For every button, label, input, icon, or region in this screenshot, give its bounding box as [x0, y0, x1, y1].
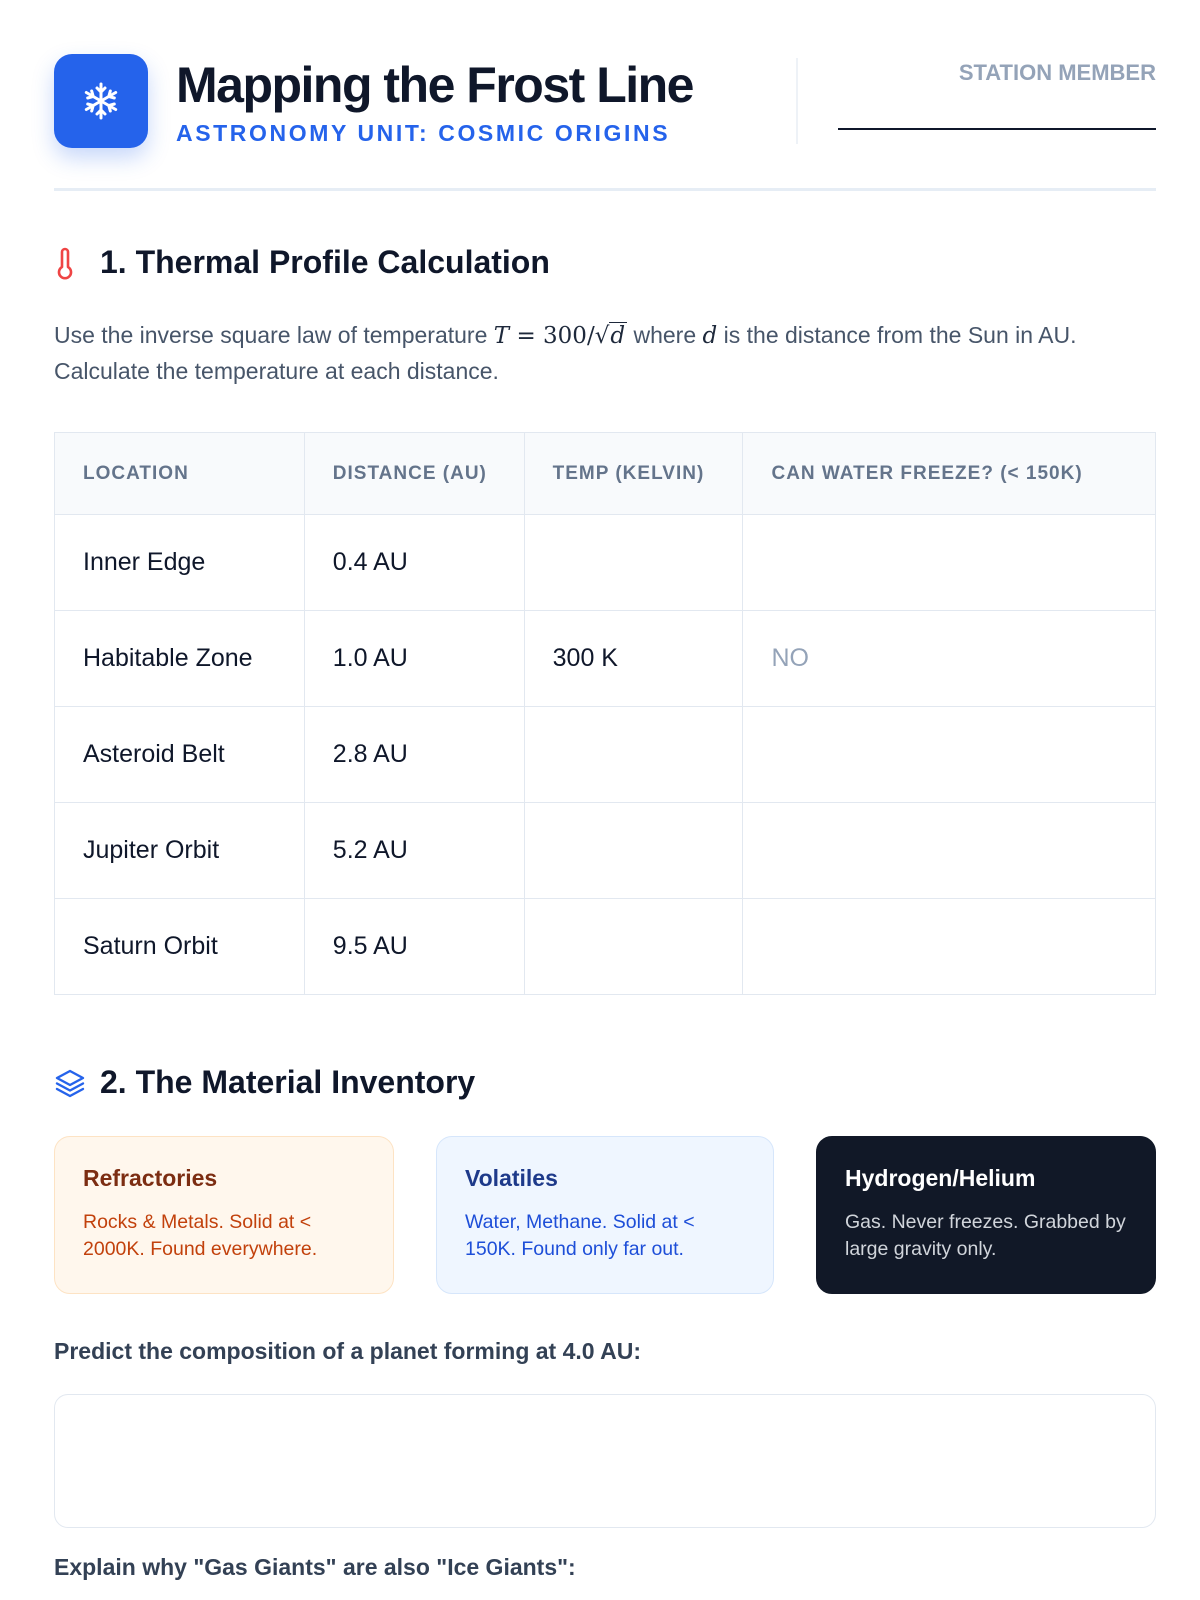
header-rule	[54, 188, 1156, 191]
intro-variable: d	[702, 323, 718, 349]
distance-cell: 0.4 AU	[304, 515, 524, 611]
gas-giants-prompt: Explain why "Gas Giants" are also "Ice Giants":	[54, 1554, 576, 1580]
column-header-freeze: CAN WATER FREEZE? (< 150K)	[743, 433, 1156, 515]
header-divider	[796, 58, 798, 144]
location-cell: Inner Edge	[55, 515, 305, 611]
thermal-profile-table	[54, 432, 1156, 995]
snowflake-icon	[54, 54, 148, 148]
freeze-value-cell: NO	[743, 611, 1156, 707]
section-1-instructions	[54, 318, 1156, 389]
table-row	[55, 707, 1156, 803]
intro-text-after: is the distance from the Sun in AU. Calculate the temperature at each distance.	[54, 322, 1077, 384]
intro-text-middle: where	[633, 322, 697, 348]
location-cell: Asteroid Belt	[55, 707, 305, 803]
freeze-input-cell[interactable]	[743, 899, 1156, 995]
column-header-temp: TEMP (KELVIN)	[524, 433, 743, 515]
station-member-field[interactable]	[838, 128, 1156, 130]
composition-prompt: Predict the composition of a planet forming at 4.0 AU:	[54, 1338, 641, 1364]
volatiles-card	[436, 1136, 774, 1294]
refractories-card	[54, 1136, 394, 1294]
section-1-heading	[54, 244, 550, 281]
worksheet-page	[54, 0, 1156, 1600]
page-title: Mapping the Frost Line	[176, 57, 693, 113]
formula-equals: =	[516, 323, 536, 349]
layers-icon	[54, 1065, 88, 1101]
section-2-heading	[54, 1064, 475, 1101]
card-title: Refractories	[83, 1165, 218, 1191]
card-title: Hydrogen/Helium	[845, 1165, 1036, 1191]
table-row	[55, 515, 1156, 611]
location-cell: Jupiter Orbit	[55, 803, 305, 899]
card-text: Water, Methane. Solid at < 150K. Found only far out.	[465, 1211, 695, 1260]
temp-input-cell[interactable]	[524, 515, 743, 611]
hydrogen-helium-card	[816, 1136, 1156, 1294]
sqrt-sign: √	[594, 323, 610, 349]
card-title: Volatiles	[465, 1165, 558, 1191]
temperature-formula	[494, 323, 627, 349]
table-row	[55, 611, 1156, 707]
card-text: Gas. Never freezes. Grabbed by large gravity only.	[845, 1211, 1126, 1260]
intro-text-before: Use the inverse square law of temperature	[54, 322, 488, 348]
formula-lhs: T	[493, 323, 510, 349]
section-1-title: 1. Thermal Profile Calculation	[100, 244, 550, 280]
page-subtitle: ASTRONOMY UNIT: COSMIC ORIGINS	[176, 120, 671, 146]
temp-input-cell[interactable]	[524, 707, 743, 803]
station-member-label: STATION MEMBER	[958, 60, 1156, 85]
composition-answer-box[interactable]	[54, 1394, 1156, 1528]
distance-cell: 1.0 AU	[304, 611, 524, 707]
section-2-title: 2. The Material Inventory	[100, 1064, 476, 1100]
distance-cell: 2.8 AU	[304, 707, 524, 803]
column-header-location: LOCATION	[55, 433, 305, 515]
table-row	[55, 899, 1156, 995]
formula-numerator: 300	[543, 323, 587, 349]
formula-slash: /	[586, 323, 595, 349]
location-cell: Saturn Orbit	[55, 899, 305, 995]
temp-input-cell[interactable]	[524, 803, 743, 899]
distance-cell: 5.2 AU	[304, 803, 524, 899]
location-cell: Habitable Zone	[55, 611, 305, 707]
freeze-input-cell[interactable]	[743, 707, 1156, 803]
header	[54, 54, 1156, 154]
distance-cell: 9.5 AU	[304, 899, 524, 995]
table-row	[55, 803, 1156, 899]
freeze-input-cell[interactable]	[743, 515, 1156, 611]
column-header-distance: DISTANCE (AU)	[304, 433, 524, 515]
thermometer-icon	[54, 245, 88, 281]
temp-value-cell: 300 K	[524, 611, 743, 707]
card-text: Rocks & Metals. Solid at < 2000K. Found everywhere.	[83, 1211, 318, 1260]
temp-input-cell[interactable]	[524, 899, 743, 995]
table-header-row	[55, 433, 1156, 515]
formula-root-variable: d	[610, 323, 626, 349]
freeze-input-cell[interactable]	[743, 803, 1156, 899]
